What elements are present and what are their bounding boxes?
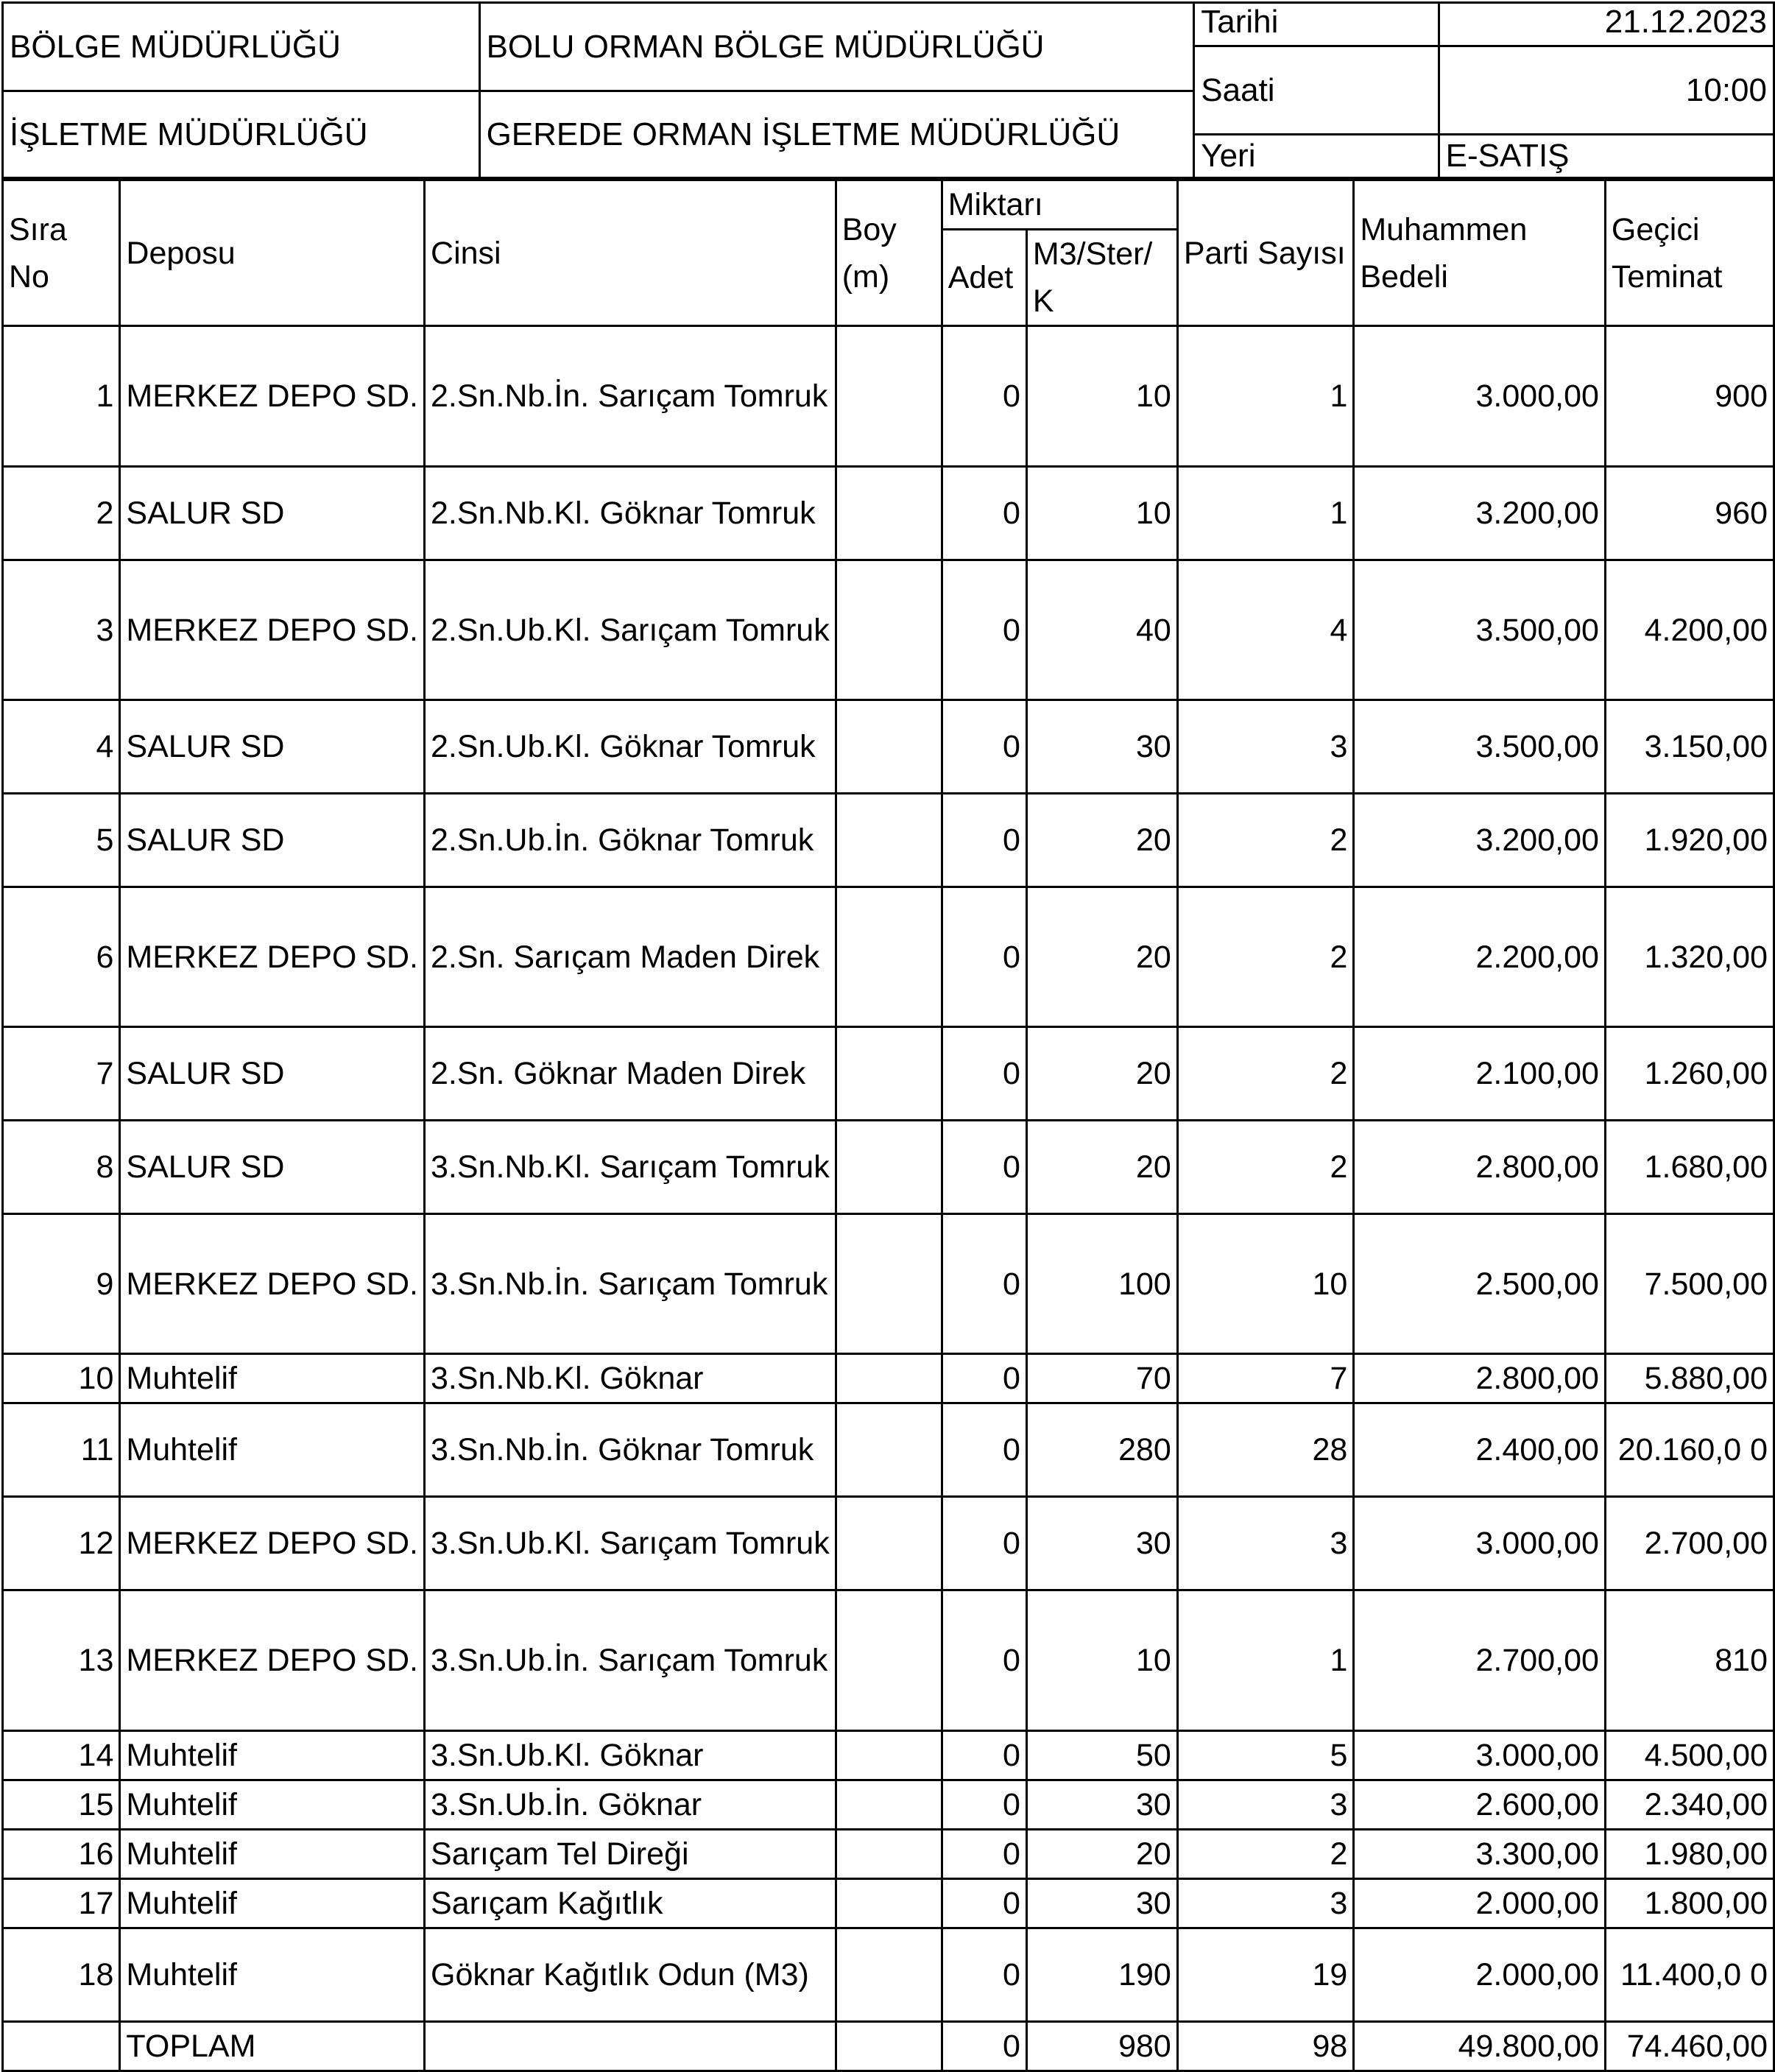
cell-muhammen-bedeli: 2.500,00 [1354,1214,1606,1354]
cell-boy [836,2022,942,2071]
col-gecici-teminat: Geçici Teminat [1605,180,1774,326]
table-row [3,1354,1774,1403]
cell-deposu: SALUR SD [120,467,425,560]
place-value: E-SATIŞ [1439,135,1774,178]
cell-boy [836,1497,942,1590]
time-value: 10:00 [1439,46,1774,135]
cell-m3: 30 [1026,1497,1177,1590]
cell-m3: 30 [1026,1780,1177,1830]
table-row [3,467,1774,560]
col-adet: Adet [942,230,1026,326]
cell-sira-no: 5 [3,794,120,887]
date-label: Tarihi [1194,3,1439,46]
cell-boy [836,794,942,887]
cell-muhammen-bedeli: 3.200,00 [1354,467,1606,560]
cell-muhammen-bedeli: 2.000,00 [1354,1928,1606,2022]
cell-m3: 20 [1026,1830,1177,1879]
cell-deposu: Muhtelif [120,1928,425,2022]
cell-adet: 0 [942,1879,1026,1928]
cell-boy [836,1928,942,2022]
cell-m3: 20 [1026,1027,1177,1121]
cell-cinsi: 3.Sn.Ub.Kl. Sarıçam Tomruk [425,1497,836,1590]
cell-adet: 0 [942,887,1026,1027]
cell-muhammen-bedeli: 2.200,00 [1354,887,1606,1027]
cell-deposu: MERKEZ DEPO SD. [120,1214,425,1354]
cell-parti: 5 [1177,1731,1354,1780]
cell-boy [836,467,942,560]
cell-boy [836,1731,942,1780]
cell-sira-no: 14 [3,1731,120,1780]
cell-parti: 2 [1177,887,1354,1027]
enterprise-value: GEREDE ORMAN İŞLETME MÜDÜRLÜĞÜ [479,91,1194,178]
cell-parti: 98 [1177,2022,1354,2071]
table-row [3,1121,1774,1214]
cell-gecici-teminat: 74.460,00 [1605,2022,1774,2071]
cell-sira-no: 8 [3,1121,120,1214]
cell-gecici-teminat: 4.500,00 [1605,1731,1774,1780]
table-body [3,326,1774,2071]
cell-boy [836,560,942,700]
table-row [3,700,1774,794]
cell-deposu: SALUR SD [120,1027,425,1121]
table-row [3,1590,1774,1731]
cell-adet: 0 [942,1027,1026,1121]
cell-deposu: SALUR SD [120,1121,425,1214]
cell-cinsi: 2.Sn.Ub.İn. Göknar Tomruk [425,794,836,887]
cell-deposu: MERKEZ DEPO SD. [120,326,425,467]
cell-m3: 50 [1026,1731,1177,1780]
table-row [3,326,1774,467]
table-row [3,1403,1774,1497]
region-label: BÖLGE MÜDÜRLÜĞÜ [3,3,480,91]
cell-sira-no: 13 [3,1590,120,1731]
cell-sira-no: 16 [3,1830,120,1879]
cell-gecici-teminat: 960 [1605,467,1774,560]
cell-muhammen-bedeli: 49.800,00 [1354,2022,1606,2071]
cell-deposu: Muhtelif [120,1731,425,1780]
cell-parti: 10 [1177,1214,1354,1354]
cell-deposu: Muhtelif [120,1830,425,1879]
cell-boy [836,700,942,794]
col-m3-ster: M3/Ster/ K [1026,230,1177,326]
cell-adet: 0 [942,1731,1026,1780]
table-row [3,1214,1774,1354]
cell-cinsi: 2.Sn. Göknar Maden Direk [425,1027,836,1121]
cell-sira-no: 9 [3,1214,120,1354]
cell-gecici-teminat: 810 [1605,1590,1774,1731]
cell-sira-no: 18 [3,1928,120,2022]
cell-parti: 3 [1177,700,1354,794]
table-row [3,560,1774,700]
cell-adet: 0 [942,1780,1026,1830]
cell-gecici-teminat: 1.800,00 [1605,1879,1774,1928]
cell-m3: 20 [1026,794,1177,887]
cell-parti: 2 [1177,1830,1354,1879]
table-row [3,794,1774,887]
cell-cinsi: Göknar Kağıtlık Odun (M3) [425,1928,836,2022]
cell-gecici-teminat: 1.680,00 [1605,1121,1774,1214]
cell-parti: 4 [1177,560,1354,700]
cell-deposu: MERKEZ DEPO SD. [120,1497,425,1590]
table-row [3,1780,1774,1830]
cell-deposu: Muhtelif [120,1403,425,1497]
cell-gecici-teminat: 1.920,00 [1605,794,1774,887]
cell-cinsi: 3.Sn.Ub.İn. Göknar [425,1780,836,1830]
cell-deposu: SALUR SD [120,794,425,887]
cell-sira-no: 7 [3,1027,120,1121]
cell-cinsi: Sarıçam Kağıtlık [425,1879,836,1928]
cell-deposu: TOPLAM [120,2022,425,2071]
cell-sira-no: 10 [3,1354,120,1403]
cell-boy [836,1121,942,1214]
cell-parti: 19 [1177,1928,1354,2022]
cell-adet: 0 [942,1403,1026,1497]
cell-sira-no: 3 [3,560,120,700]
cell-adet: 0 [942,1121,1026,1214]
cell-m3: 70 [1026,1354,1177,1403]
cell-adet: 0 [942,700,1026,794]
cell-deposu: Muhtelif [120,1879,425,1928]
cell-sira-no: 6 [3,887,120,1027]
col-miktari: Miktarı [942,180,1177,230]
cell-parti: 2 [1177,1121,1354,1214]
cell-parti: 28 [1177,1403,1354,1497]
cell-boy [836,1027,942,1121]
region-value: BOLU ORMAN BÖLGE MÜDÜRLÜĞÜ [479,3,1194,91]
cell-gecici-teminat: 7.500,00 [1605,1214,1774,1354]
cell-cinsi: 3.Sn.Nb.İn. Sarıçam Tomruk [425,1214,836,1354]
table-row [3,1830,1774,1879]
cell-gecici-teminat: 2.340,00 [1605,1780,1774,1830]
cell-m3: 30 [1026,1879,1177,1928]
cell-m3: 100 [1026,1214,1177,1354]
cell-boy [836,1214,942,1354]
table-row [3,887,1774,1027]
cell-cinsi: 3.Sn.Nb.İn. Göknar Tomruk [425,1403,836,1497]
cell-sira-no: 11 [3,1403,120,1497]
cell-gecici-teminat: 11.400,0 0 [1605,1928,1774,2022]
table-row [3,1731,1774,1780]
cell-parti: 3 [1177,1497,1354,1590]
cell-cinsi: 2.Sn.Ub.Kl. Sarıçam Tomruk [425,560,836,700]
cell-sira-no: 2 [3,467,120,560]
cell-muhammen-bedeli: 2.800,00 [1354,1354,1606,1403]
cell-adet: 0 [942,326,1026,467]
cell-adet: 0 [942,2022,1026,2071]
cell-cinsi: 2.Sn.Nb.Kl. Göknar Tomruk [425,467,836,560]
cell-muhammen-bedeli: 3.000,00 [1354,1497,1606,1590]
cell-gecici-teminat: 20.160,0 0 [1605,1403,1774,1497]
total-row [3,2022,1774,2071]
cell-parti: 1 [1177,467,1354,560]
cell-parti: 1 [1177,326,1354,467]
cell-cinsi: Sarıçam Tel Direği [425,1830,836,1879]
cell-sira-no [3,2022,120,2071]
cell-muhammen-bedeli: 2.400,00 [1354,1403,1606,1497]
cell-gecici-teminat: 1.980,00 [1605,1830,1774,1879]
header-table [1,1,1775,179]
cell-parti: 1 [1177,1590,1354,1731]
table-row [3,1928,1774,2022]
cell-boy [836,1354,942,1403]
cell-adet: 0 [942,1354,1026,1403]
cell-gecici-teminat: 5.880,00 [1605,1354,1774,1403]
cell-cinsi: 3.Sn.Ub.Kl. Göknar [425,1731,836,1780]
cell-deposu: MERKEZ DEPO SD. [120,887,425,1027]
col-cinsi: Cinsi [425,180,836,326]
cell-deposu: MERKEZ DEPO SD. [120,1590,425,1731]
cell-gecici-teminat: 3.150,00 [1605,700,1774,794]
cell-cinsi: 3.Sn.Nb.Kl. Göknar [425,1354,836,1403]
cell-parti: 7 [1177,1354,1354,1403]
cell-m3: 10 [1026,326,1177,467]
time-label: Saati [1194,46,1439,135]
cell-parti: 3 [1177,1780,1354,1830]
cell-m3: 980 [1026,2022,1177,2071]
cell-adet: 0 [942,1214,1026,1354]
cell-deposu: Muhtelif [120,1780,425,1830]
cell-muhammen-bedeli: 3.300,00 [1354,1830,1606,1879]
enterprise-label: İŞLETME MÜDÜRLÜĞÜ [3,91,480,178]
cell-cinsi: 3.Sn.Ub.İn. Sarıçam Tomruk [425,1590,836,1731]
cell-boy [836,1780,942,1830]
cell-deposu: Muhtelif [120,1354,425,1403]
cell-gecici-teminat: 1.260,00 [1605,1027,1774,1121]
cell-muhammen-bedeli: 2.100,00 [1354,1027,1606,1121]
cell-cinsi: 3.Sn.Nb.Kl. Sarıçam Tomruk [425,1121,836,1214]
cell-cinsi: 2.Sn.Nb.İn. Sarıçam Tomruk [425,326,836,467]
cell-sira-no: 1 [3,326,120,467]
cell-m3: 10 [1026,1590,1177,1731]
date-value: 21.12.2023 [1439,3,1774,46]
col-deposu: Deposu [120,180,425,326]
cell-deposu: SALUR SD [120,700,425,794]
cell-parti: 2 [1177,1027,1354,1121]
cell-boy [836,887,942,1027]
cell-gecici-teminat: 900 [1605,326,1774,467]
cell-muhammen-bedeli: 3.200,00 [1354,794,1606,887]
cell-parti: 3 [1177,1879,1354,1928]
cell-muhammen-bedeli: 2.600,00 [1354,1780,1606,1830]
cell-muhammen-bedeli: 3.000,00 [1354,326,1606,467]
cell-sira-no: 15 [3,1780,120,1830]
cell-cinsi: 2.Sn.Ub.Kl. Göknar Tomruk [425,700,836,794]
cell-boy [836,1830,942,1879]
cell-parti: 2 [1177,794,1354,887]
sales-table [1,179,1775,2072]
cell-muhammen-bedeli: 2.000,00 [1354,1879,1606,1928]
cell-sira-no: 17 [3,1879,120,1928]
cell-cinsi [425,2022,836,2071]
cell-m3: 190 [1026,1928,1177,2022]
cell-adet: 0 [942,1497,1026,1590]
cell-deposu: MERKEZ DEPO SD. [120,560,425,700]
table-row [3,1879,1774,1928]
place-label: Yeri [1194,135,1439,178]
col-sira-no: Sıra No [3,180,120,326]
cell-muhammen-bedeli: 3.000,00 [1354,1731,1606,1780]
cell-boy [836,1590,942,1731]
cell-m3: 280 [1026,1403,1177,1497]
cell-adet: 0 [942,467,1026,560]
cell-gecici-teminat: 4.200,00 [1605,560,1774,700]
cell-m3: 20 [1026,1121,1177,1214]
cell-cinsi: 2.Sn. Sarıçam Maden Direk [425,887,836,1027]
col-boy: Boy (m) [836,180,942,326]
cell-adet: 0 [942,1830,1026,1879]
cell-muhammen-bedeli: 2.800,00 [1354,1121,1606,1214]
col-parti-sayisi: Parti Sayısı [1177,180,1354,326]
cell-gecici-teminat: 2.700,00 [1605,1497,1774,1590]
cell-gecici-teminat: 1.320,00 [1605,887,1774,1027]
cell-muhammen-bedeli: 3.500,00 [1354,560,1606,700]
cell-adet: 0 [942,794,1026,887]
cell-m3: 30 [1026,700,1177,794]
cell-boy [836,1879,942,1928]
table-row [3,1027,1774,1121]
cell-m3: 10 [1026,467,1177,560]
cell-muhammen-bedeli: 3.500,00 [1354,700,1606,794]
col-muhammen-bedeli: Muhammen Bedeli [1354,180,1606,326]
cell-adet: 0 [942,1590,1026,1731]
cell-adet: 0 [942,1928,1026,2022]
cell-m3: 40 [1026,560,1177,700]
cell-boy [836,1403,942,1497]
cell-sira-no: 4 [3,700,120,794]
cell-muhammen-bedeli: 2.700,00 [1354,1590,1606,1731]
cell-adet: 0 [942,560,1026,700]
table-row [3,1497,1774,1590]
cell-boy [836,326,942,467]
cell-m3: 20 [1026,887,1177,1027]
cell-sira-no: 12 [3,1497,120,1590]
